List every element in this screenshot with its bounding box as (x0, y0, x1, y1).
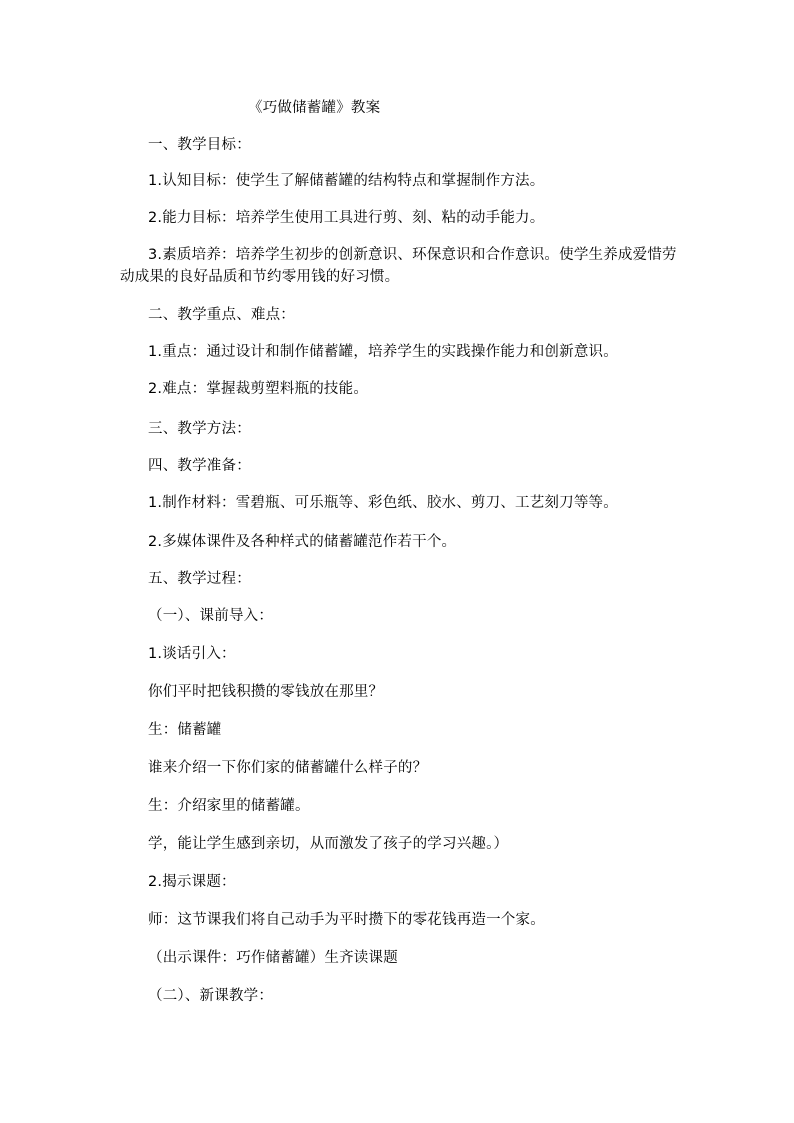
paragraph-reveal-topic: 2.揭示课题： (148, 874, 236, 890)
paragraph-courseware: （出示课件：巧作储蓄罐）生齐读课题 (148, 950, 398, 966)
subsection-heading-intro: （一）、课前导入： (148, 608, 274, 624)
paragraph-teacher-line: 师：这节课我们将自己动手为平时攒下的零花钱再造一个家。 (148, 912, 545, 928)
paragraph-ability-goal: 2.能力目标：培养学生使用工具进行剪、刻、粘的动手能力。 (148, 210, 545, 226)
paragraph-answer-1: 生：储蓄罐 (148, 722, 222, 738)
section-heading-key-points: 二、教学重点、难点： (148, 307, 295, 323)
section-heading-process: 五、教学过程： (148, 571, 251, 587)
paragraph-talk-intro: 1.谈话引入： (148, 646, 236, 662)
paragraph-multimedia: 2.多媒体课件及各种样式的储蓄罐范作若干个。 (148, 534, 457, 550)
paragraph-key-point: 1.重点：通过设计和制作储蓄罐，培养学生的实践操作能力和创新意识。 (148, 344, 618, 360)
paragraph-answer-2: 生：介绍家里的储蓄罐。 (148, 798, 310, 814)
section-heading-methods: 三、教学方法： (148, 421, 251, 437)
paragraph-quality-goal: 3.素质培养：培养学生初步的创新意识、环保意识和合作意识。使学生养成爱惜劳动成果的良好品质和节约零用钱的好习惯。 (120, 247, 677, 285)
paragraph-question-2: 谁来介绍一下你们家的储蓄罐什么样子的？ (148, 760, 428, 776)
document-title: 《巧做储蓄罐》教案 (248, 100, 381, 116)
section-heading-preparation: 四、教学准备： (148, 458, 251, 474)
section-heading-objectives: 一、教学目标： (148, 137, 251, 153)
paragraph-question-1: 你们平时把钱积攒的零钱放在那里？ (148, 684, 384, 700)
paragraph-materials: 1.制作材料：雪碧瓶、可乐瓶等、彩色纸、胶水、剪刀、工艺刻刀等等。 (148, 495, 618, 511)
paragraph-difficult-point: 2.难点：掌握裁剪塑料瓶的技能。 (148, 381, 369, 397)
paragraph-note: 学，能让学生感到亲切，从而激发了孩子的学习兴趣。） (148, 836, 509, 852)
paragraph-cognitive-goal: 1.认知目标：使学生了解储蓄罐的结构特点和掌握制作方法。 (148, 173, 545, 189)
subsection-heading-new-lesson: （二）、新课教学： (148, 988, 274, 1004)
